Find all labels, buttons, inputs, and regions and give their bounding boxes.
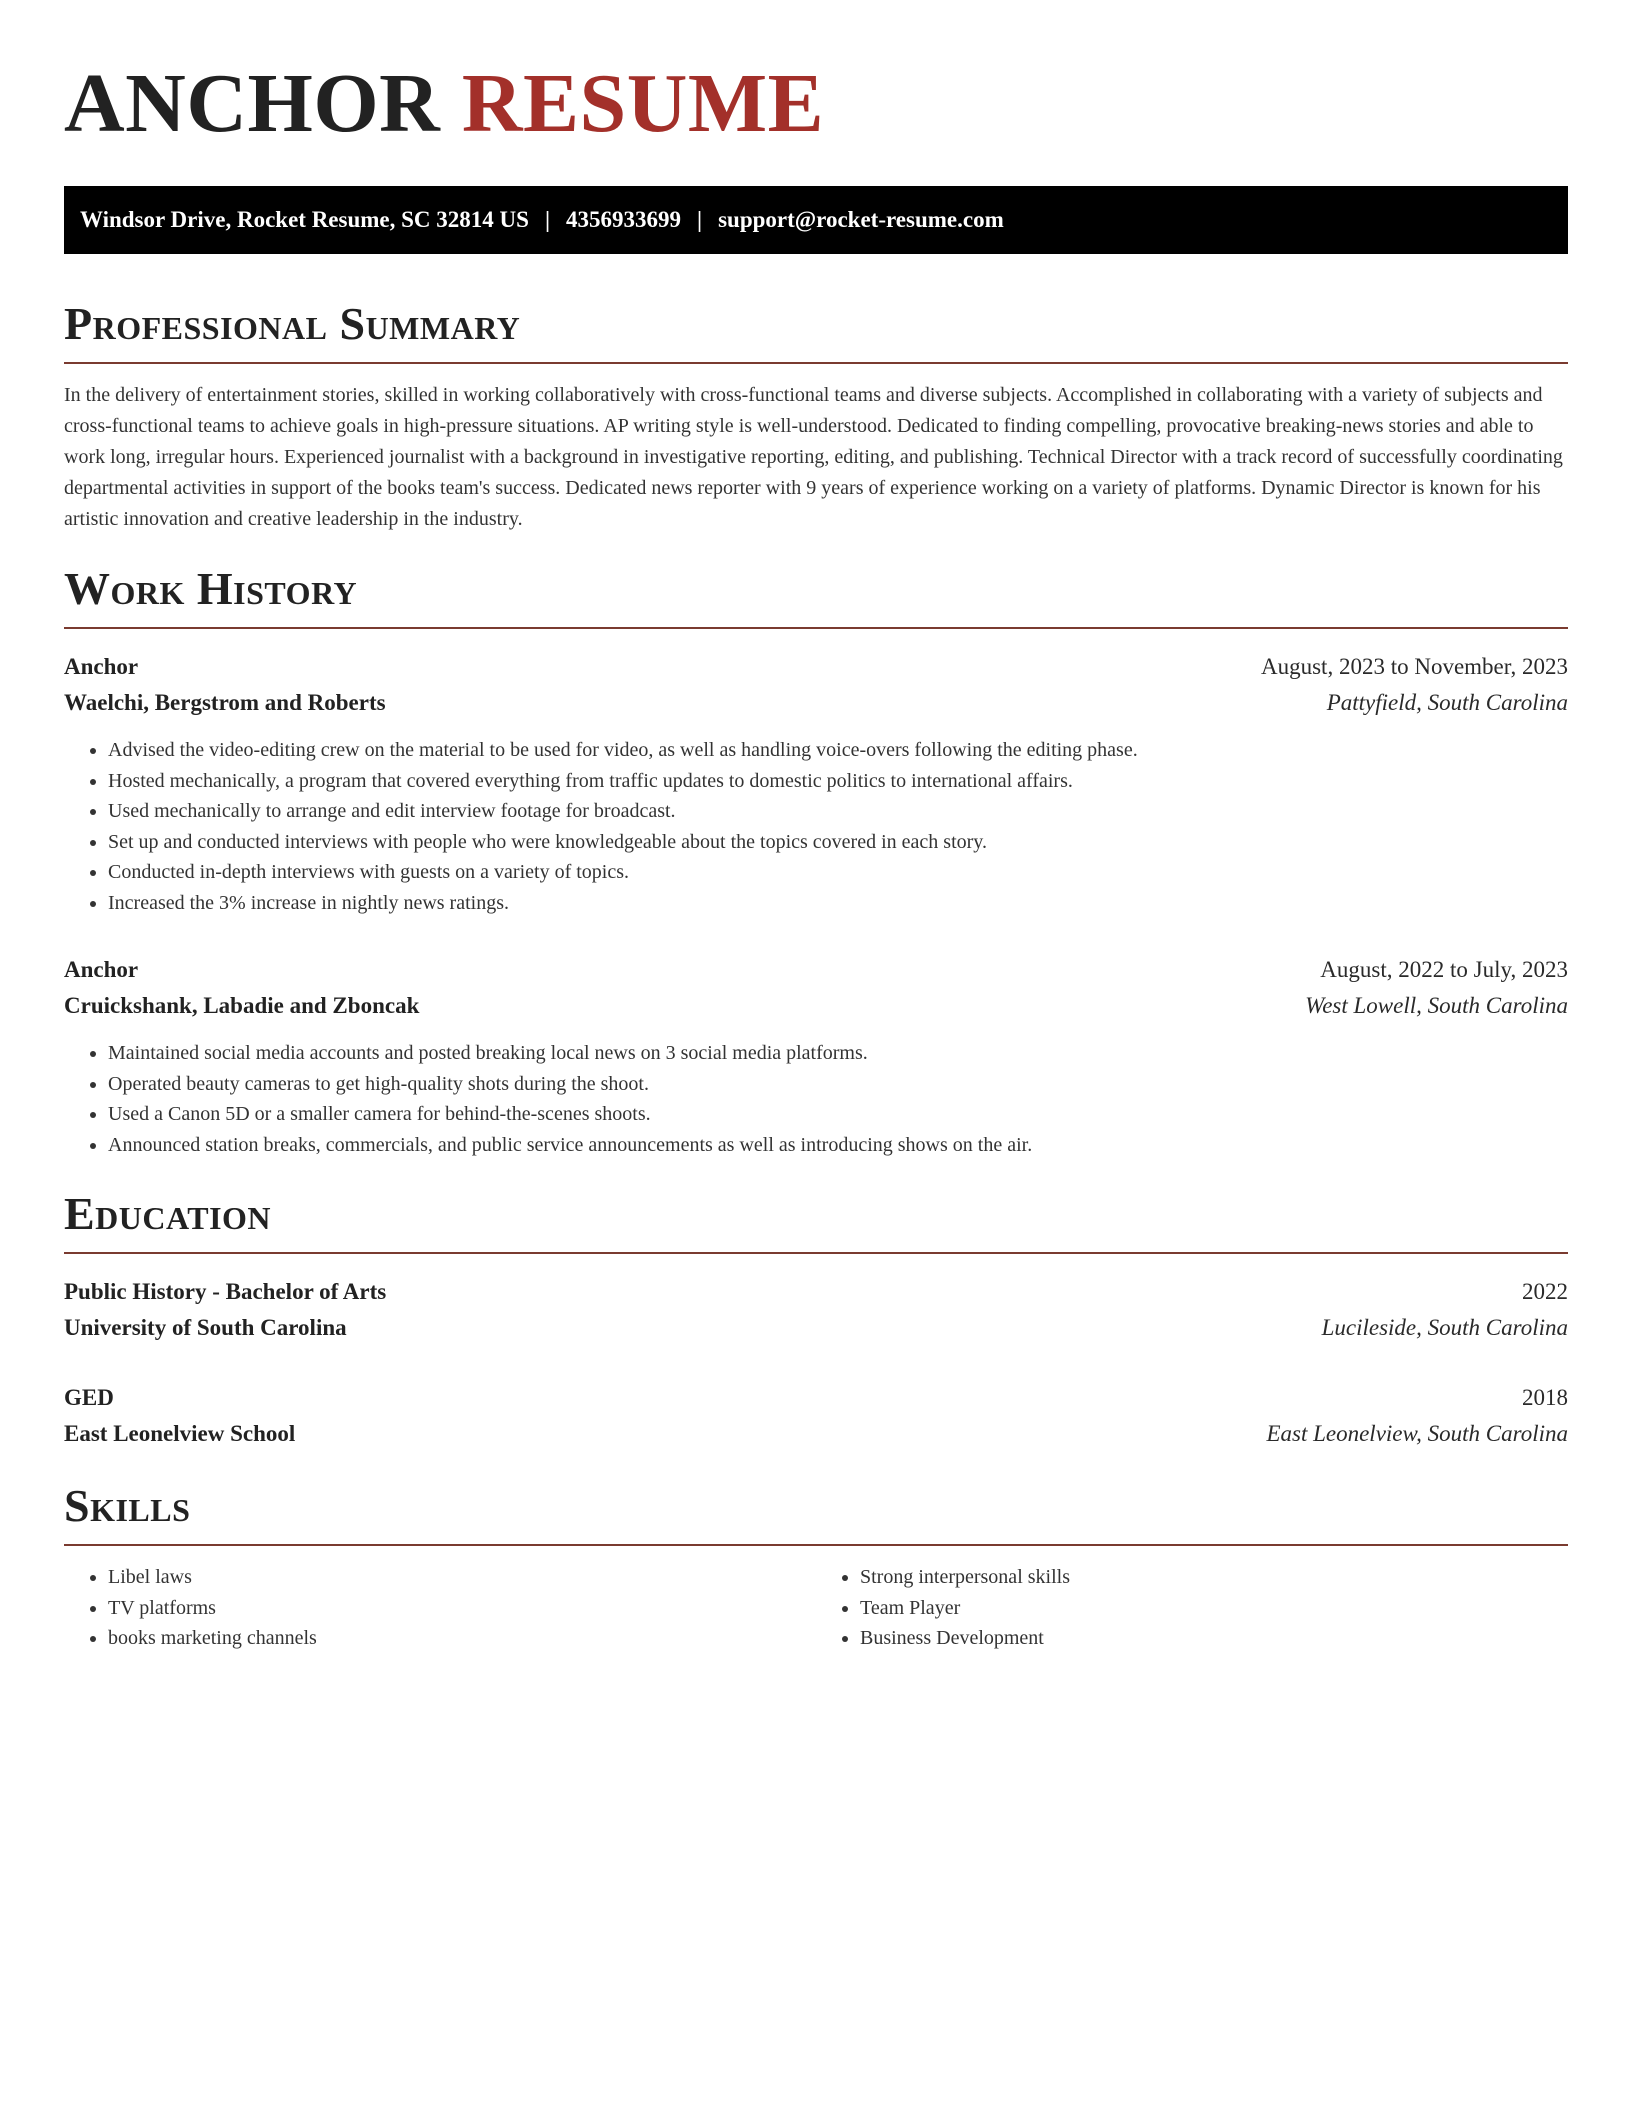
contact-email: support@rocket-resume.com: [718, 207, 1004, 232]
section-divider: [64, 1252, 1568, 1254]
education-degree: Public History - Bachelor of Arts: [64, 1279, 387, 1304]
section-divider: [64, 1544, 1568, 1546]
job-location: Pattyfield, South Carolina: [1326, 690, 1568, 715]
last-name: RESUME: [461, 57, 825, 150]
job-company: Cruickshank, Labadie and Zboncak: [64, 993, 420, 1018]
education-school: East Leonelview School: [64, 1421, 296, 1446]
section-title-summary: Professional Summary: [64, 298, 521, 349]
education-location: East Leonelview, South Carolina: [1266, 1421, 1568, 1446]
skill-item: • Strong interpersonal skills: [860, 1562, 1568, 1593]
work-history-section: [64, 563, 1568, 1160]
section-title-education: Education: [64, 1188, 272, 1239]
first-name: ANCHOR: [64, 57, 441, 150]
job-title: Anchor: [64, 654, 139, 679]
education-degree: GED: [64, 1385, 114, 1410]
job-bullets: [64, 1038, 1568, 1160]
summary-section: [64, 298, 1568, 535]
skill-item: • Business Development: [860, 1623, 1568, 1654]
job-entry: [64, 649, 1568, 918]
job-bullet: • Operated beauty cameras to get high-quality shots during the shoot.: [108, 1069, 1568, 1100]
job-bullet: • Announced station breaks, commercials, and public service announcements as well as introducing shows on the air.: [108, 1130, 1568, 1161]
contact-separator: |: [544, 207, 551, 232]
skill-item: • books marketing channels: [108, 1623, 816, 1654]
skills-section: [64, 1480, 1568, 1654]
contact-separator: |: [697, 207, 703, 232]
job-dates: August, 2022 to July, 2023: [1320, 957, 1568, 982]
job-location: West Lowell, South Carolina: [1305, 993, 1568, 1018]
job-bullet: • Used a Canon 5D or a smaller camera for behind-the-scenes shoots.: [108, 1099, 1568, 1130]
education-year: 2018: [1522, 1385, 1568, 1410]
education-school: University of South Carolina: [64, 1315, 347, 1340]
section-divider: [64, 362, 1568, 364]
education-location: Lucileside, South Carolina: [1321, 1315, 1568, 1340]
contact-bar: [64, 186, 1568, 254]
summary-text: In the delivery of entertainment stories, skilled in working collaboratively with cross-functional teams and diverse subjects. Accomplished in collaborating with a variety of subjects and cross-functional teams to achieve goals in high-pressure situations. AP writing style is well-understood. Dedicated to finding compelling, provocative breaking-news stories and able to work long, irregular hours. Experienced journalist with a background in investigative reporting, editing, and publishing. Technical Director with a track record of successfully coordinating departmental activities in support of the books team's success. Dedicated news reporter with 9 years of experience working on a variety of platforms. Dynamic Director is known for his artistic innovation and creative leadership in the industry.: [64, 384, 1563, 530]
job-company: Waelchi, Bergstrom and Roberts: [64, 690, 386, 715]
section-divider: [64, 627, 1568, 629]
job-dates: August, 2023 to November, 2023: [1261, 654, 1568, 679]
contact-phone: 4356933699: [566, 207, 682, 232]
job-bullet: • Conducted in-depth interviews with guests on a variety of topics.: [108, 857, 1568, 888]
job-bullets: [64, 735, 1568, 918]
skills-column-left: [64, 1562, 816, 1654]
education-section: [64, 1188, 1568, 1452]
education-entry: [64, 1274, 1568, 1346]
job-bullet: • Set up and conducted interviews with people who were knowledgeable about the topics covered in each story.: [108, 827, 1568, 858]
skill-item: • TV platforms: [108, 1593, 816, 1624]
job-bullet: • Used mechanically to arrange and edit interview footage for broadcast.: [108, 796, 1568, 827]
job-bullet: • Advised the video-editing crew on the material to be used for video, as well as handling voice-overs following the editing phase.: [108, 735, 1568, 766]
job-bullet: • Maintained social media accounts and posted breaking local news on 3 social media platforms.: [108, 1038, 1568, 1069]
job-entry: [64, 952, 1568, 1160]
section-title-work-history: Work History: [64, 563, 358, 614]
contact-address: Windsor Drive, Rocket Resume, SC 32814 US: [80, 207, 529, 232]
skill-item: • Team Player: [860, 1593, 1568, 1624]
resume-name: [64, 56, 1568, 152]
section-title-skills: Skills: [64, 1480, 191, 1531]
skill-item: • Libel laws: [108, 1562, 816, 1593]
skills-column-right: [816, 1562, 1568, 1654]
job-bullet: • Increased the 3% increase in nightly news ratings.: [108, 888, 1568, 919]
job-title: Anchor: [64, 957, 139, 982]
education-year: 2022: [1522, 1279, 1568, 1304]
job-bullet: • Hosted mechanically, a program that covered everything from traffic updates to domestic politics to international affairs.: [108, 766, 1568, 797]
skills-list: [64, 1562, 1568, 1654]
education-entry: [64, 1380, 1568, 1452]
